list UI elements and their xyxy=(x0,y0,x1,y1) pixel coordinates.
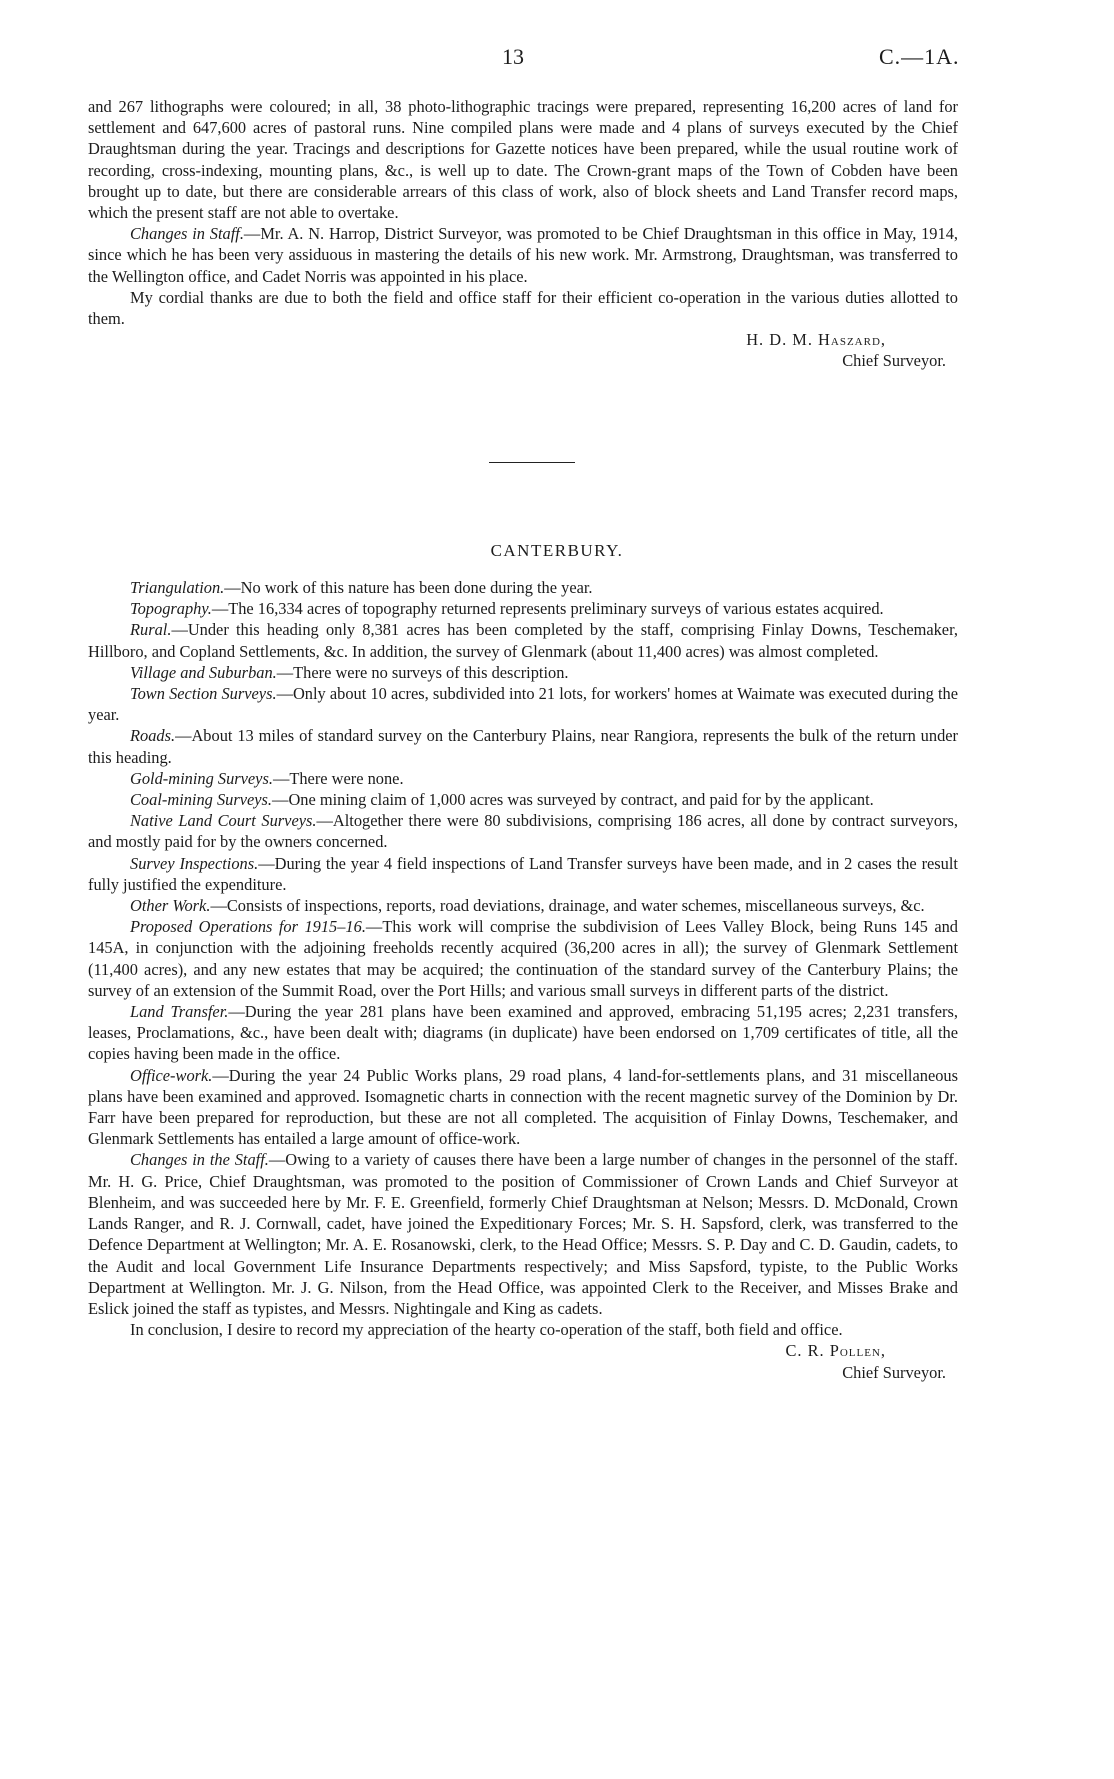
paragraph-lead: Village and Suburban. xyxy=(130,662,277,682)
paragraph-lead: Gold-mining Surveys. xyxy=(130,768,273,788)
report-paragraph xyxy=(88,1065,958,1150)
paragraph-text: —About 13 miles of standard survey on the Canterbury Plains, near Rangiora, represents the bulk of the return under this heading. xyxy=(88,726,958,767)
signature-block xyxy=(88,1340,958,1382)
paragraph-text: —During the year 24 Public Works plans, 29 road plans, 4 land-for-settlements plans, and 31 miscellaneous plans have been examined and approved. Isomagnetic charts in connection with the recent magnetic survey of the Dominion by Dr. Farr have been prepared for reproduction, but these are not all completed. The acquisition of Finlay Downs, Teschemaker, and Glenmark Settlements has entailed a large amount of office-work. xyxy=(88,1065,958,1149)
report-paragraph xyxy=(88,895,958,916)
report-paragraph xyxy=(88,768,958,789)
continuation-paragraph: and 267 lithographs were coloured; in all, 38 photo-lithographic tracings were prepared, representing 16,200 acres of land for settlement and 647,600 acres of pastoral runs. Nine compiled plans were made and 4 plans of surveys executed by the Chief Draughtsman during the year. Tracings and descriptions for Gazette notices have been prepared, while the usual routine work of recording, cross-indexing, mounting plans, &c., is well up to date. The Crown-grant maps of the Town of Cobden have been brought up to date, but there are considerable arrears of this class of work, also of block sheets and Land Transfer record maps, which the present staff are not able to overtake. xyxy=(88,97,958,223)
paragraph-text: —During the year 4 field inspections of Land Transfer surveys have been made, and in 2 cases the result fully justified the expenditure. xyxy=(88,853,958,894)
report-paragraph xyxy=(88,662,958,683)
section-title: CANTERBURY. xyxy=(490,541,624,560)
canterbury-report xyxy=(88,577,958,1383)
report-paragraph xyxy=(88,789,958,810)
paragraph-lead: Topography. xyxy=(130,599,212,619)
signature-name: C. R. Pollen, xyxy=(785,1341,886,1361)
paragraph-text: —There were none. xyxy=(272,768,404,788)
report-paragraph xyxy=(88,725,958,767)
paragraph-lead: Changes in Staff. xyxy=(130,224,244,244)
paragraph-text: —Owing to a variety of causes there have been a large number of changes in the personnel of the staff. Mr. H. G. Price, Chief Draughtsman, was promoted to the position of Commissioner of Crown Lands and Chief Surveyor at Blenheim, and was succeeded here by Mr. F. E. Greenfield, formerly Chief Draughtsman at Nelson; Messrs. D. McDonald, Crown Lands Ranger, and R. J. Cornwall, cadet, have joined the Expeditionary Forces; Mr. S. H. Sapsford, clerk, was transferred to the Defence Department at Wellington; Mr. A. E. Rosanowski, clerk, to the Head Office; Messrs. S. P. Day and C. D. Gaudin, cadets, to the Audit and local Government Life Insurance Departments respectively; and Miss Sapsford, typiste, to the Public Works Department at Wellington. Mr. J. G. Nilson, from the Head Office, was appointed Clerk to the Receiver, and Misses Brake and Eslick joined the staff as typistes, and Messrs. Nightingale and King as cadets. xyxy=(88,1150,958,1318)
document-reference: C.—1A. xyxy=(879,44,960,69)
paragraph-text: —The 16,334 acres of topography returned represents preliminary surveys of various estates acquired. xyxy=(211,599,884,619)
report-paragraph xyxy=(88,1149,958,1319)
paragraph-lead: Changes in the Staff. xyxy=(130,1150,269,1170)
report-paragraph xyxy=(88,916,958,1001)
paragraph-text: —Mr. A. N. Harrop, District Surveyor, was promoted to be Chief Draughtsman in this office in May, 1914, since which he has been very assiduous in mastering the details of his new work. Mr. Armstrong, Draughtsman, was transferred to the Wellington office, and Cadet Norris was appointed in his place. xyxy=(88,224,958,286)
section-divider xyxy=(489,462,575,463)
paragraph-lead: Town Section Surveys. xyxy=(130,684,277,704)
paragraph-lead: Rural. xyxy=(130,620,172,640)
paragraph-text: —During the year 281 plans have been examined and approved, embracing 51,195 acres; 2,231 transfers, leases, Proclamations, &c., have been dealt with; diagrams (in duplicate) have been endorsed on 1,709 certificates of title, all the copies having been made in the office. xyxy=(88,1002,958,1064)
paragraph-lead: Other Work. xyxy=(130,896,211,916)
signature-block xyxy=(88,329,958,371)
paragraph-text: —Only about 10 acres, subdivided into 21 lots, for workers' homes at Waimate was executed during the year. xyxy=(88,684,958,725)
staff-changes-paragraph xyxy=(88,223,958,287)
paragraph-lead: Native Land Court Surveys. xyxy=(130,811,317,831)
paragraph-text: —This work will comprise the subdivision of Lees Valley Block, being Runs 145 and 145A, in conjunction with the adjoining freeholds recently acquired (36,200 acres in all); the survey of Glenmark Settlement (11,400 acres), and any new estates that may be acquired; the continuation of the standard survey of the Canterbury Plains; the survey of an extension of the Summit Road, over the Port Hills; and various small surveys in different parts of the district. xyxy=(88,917,958,1000)
paragraph-text: —There were no surveys of this description. xyxy=(276,662,569,682)
report-paragraph xyxy=(88,853,958,895)
paragraph-text: —No work of this nature has been done during the year. xyxy=(224,578,593,597)
paragraph-text: —One mining claim of 1,000 acres was surveyed by contract, and paid for by the applicant. xyxy=(272,790,874,810)
page-number: 13 xyxy=(502,44,524,69)
paragraph-lead: Survey Inspections. xyxy=(130,853,259,873)
paragraph-lead: Roads. xyxy=(130,726,176,746)
signature-name: H. D. M. Haszard, xyxy=(746,330,886,350)
paragraph-lead: Land Transfer. xyxy=(130,1002,229,1022)
paragraph-text: —Altogether there were 80 subdivisions, comprising 186 acres, all done by contract surveyors, and mostly paid for by the owners concerned. xyxy=(88,811,958,852)
signature-title: Chief Surveyor. xyxy=(842,351,946,371)
paragraph-lead: Triangulation. xyxy=(130,578,225,597)
paragraph-lead: Proposed Operations for 1915–16. xyxy=(130,917,366,937)
report-paragraph xyxy=(88,683,958,725)
report-paragraph xyxy=(88,1001,958,1065)
report-paragraph xyxy=(88,577,958,598)
conclusion-paragraph: In conclusion, I desire to record my appreciation of the hearty co-operation of the staff, both field and office. xyxy=(130,1320,843,1340)
report-paragraph xyxy=(88,810,958,852)
hokitika-report-ending xyxy=(88,96,958,372)
paragraph-lead: Coal-mining Surveys. xyxy=(130,790,273,810)
report-paragraph xyxy=(88,598,958,619)
paragraph-text: —Consists of inspections, reports, road deviations, drainage, and water schemes, miscellaneous surveys, &c. xyxy=(210,896,925,916)
report-paragraph xyxy=(88,619,958,661)
thanks-paragraph: My cordial thanks are due to both the field and office staff for their efficient co-operation in the various duties allotted to them. xyxy=(88,287,958,329)
paragraph-lead: Office-work. xyxy=(130,1065,213,1085)
paragraph-text: —Under this heading only 8,381 acres has been completed by the staff, comprising Finlay Downs, Teschemaker, Hillboro, and Copland Settlements, &c. In addition, the survey of Glenmark (about 11,400 acres) was almost completed. xyxy=(88,620,958,661)
signature-title: Chief Surveyor. xyxy=(842,1362,946,1382)
